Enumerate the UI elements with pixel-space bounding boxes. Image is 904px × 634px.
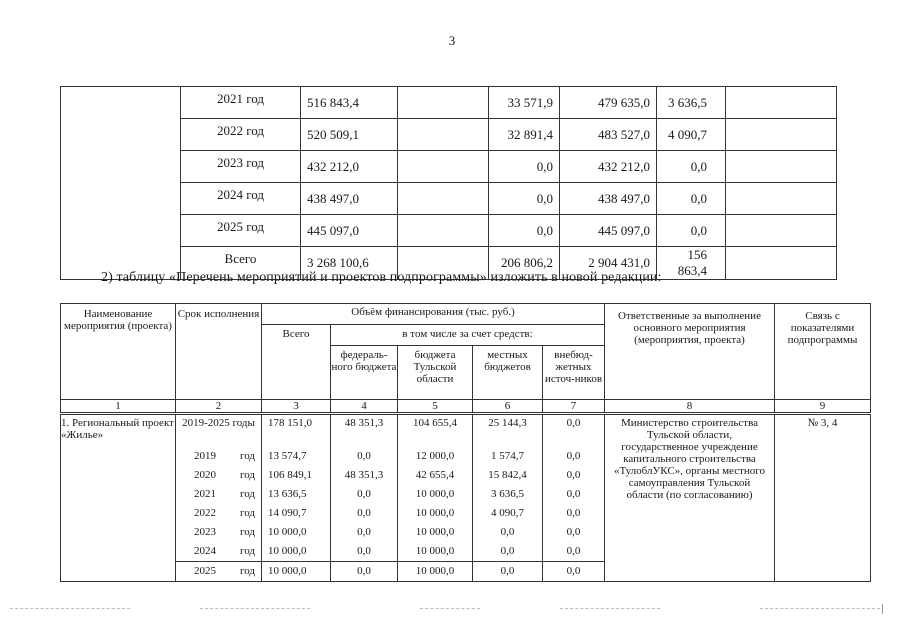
summary-reg: 479 635,0 <box>560 87 657 119</box>
year-value: 2022 <box>194 507 216 519</box>
header-regional: бюджета Тульской области <box>398 346 473 400</box>
funding-fed: 0,0 <box>357 507 371 519</box>
page-number: 3 <box>448 33 456 48</box>
summary-total: 438 497,0 <box>301 183 398 215</box>
summary-loc: 0,0 <box>657 151 726 183</box>
summary-empty <box>61 215 181 247</box>
year-entry <box>176 466 261 485</box>
summary-extra <box>726 119 837 151</box>
summary-extra <box>726 247 837 280</box>
summary-extra <box>726 87 837 119</box>
funding-loc: 0,0 <box>473 561 542 581</box>
summary-blank <box>398 151 489 183</box>
link-text: № 3, 4 <box>775 414 871 582</box>
summary-year: 2024 год <box>181 183 301 215</box>
summary-reg: 483 527,0 <box>560 119 657 151</box>
scan-dash-3 <box>420 608 480 609</box>
summary-fed: 0,0 <box>489 151 560 183</box>
term-cell <box>176 414 262 582</box>
funding-loc: 15 842,4 <box>488 469 527 481</box>
funding-fed: 48 351,3 <box>344 469 384 481</box>
summary-row <box>61 87 837 119</box>
funding-reg: 10 000,0 <box>415 507 455 519</box>
scan-dash-4 <box>560 608 660 609</box>
summary-empty <box>61 119 181 151</box>
summary-total: 516 843,4 <box>301 87 398 119</box>
funding-loc: 0,0 <box>500 545 515 557</box>
summary-year: 2022 год <box>181 119 301 151</box>
header-link: Связь с показателями подпрограммы <box>775 304 871 400</box>
funding-total: 14 090,7 <box>268 507 307 519</box>
summary-fed: 0,0 <box>489 215 560 247</box>
summary-fed: 206 806,2 <box>489 247 560 280</box>
year-entry <box>176 523 261 542</box>
summary-row <box>61 183 837 215</box>
funding-reg: 10 000,0 <box>398 561 472 581</box>
summary-loc: 156 863,4 <box>657 247 726 280</box>
summary-fed: 0,0 <box>489 183 560 215</box>
funding-fed: 0,0 <box>357 450 371 462</box>
local-cell <box>473 414 543 582</box>
scan-dash-2 <box>200 608 310 609</box>
funding-fed: 0,0 <box>357 488 371 500</box>
summary-reg: 2 904 431,0 <box>560 247 657 280</box>
summary-blank <box>398 215 489 247</box>
summary-empty <box>61 151 181 183</box>
year-entry <box>176 447 261 466</box>
header-responsible: Ответственные за выполнение основного мероприятия (мероприятия, проекта) <box>605 304 775 400</box>
header-term: Срок исполнения <box>176 304 262 400</box>
year-suffix: год <box>239 565 255 577</box>
summary-year: 2023 год <box>181 151 301 183</box>
header-federal: федераль-ного бюджета <box>331 346 398 400</box>
funding-extra: 0,0 <box>543 561 604 581</box>
summary-row <box>61 151 837 183</box>
summary-blank <box>398 119 489 151</box>
summary-reg: 445 097,0 <box>560 215 657 247</box>
extra-cell <box>543 414 605 582</box>
year-value: 2019 <box>194 450 216 462</box>
scan-mark <box>882 604 883 614</box>
funding-loc: 3 636,5 <box>491 488 524 500</box>
funding-extra: 0,0 <box>566 488 581 500</box>
column-number: 5 <box>398 400 473 414</box>
summary-total: 3 268 100,6 <box>301 247 398 280</box>
year-suffix: год <box>239 507 255 519</box>
regional-cell <box>398 414 473 582</box>
period-label: 2019-2025 годы <box>182 417 255 429</box>
instruction-text: 2) таблицу «Перечень мероприятий и проектов подпрограммы» изложить в новой редакции: <box>101 270 662 285</box>
funding-total: 10 000,0 <box>262 561 330 581</box>
summary-blank <box>398 87 489 119</box>
funding-reg: 10 000,0 <box>415 488 455 500</box>
column-number: 4 <box>331 400 398 414</box>
responsible-text: Министерство строительства Тульской области, государственное учреждение капитального строительства «ТулоблУКС», органы местного самоуправления Тульской области (по согласованию) <box>605 414 775 582</box>
funding-reg: 104 655,4 <box>413 417 457 429</box>
funding-extra: 0,0 <box>566 469 581 481</box>
header-total: Всего <box>262 325 331 400</box>
header-extra: внебюд-жетных источ-ников <box>543 346 605 400</box>
funding-total: 13 574,7 <box>268 450 307 462</box>
year-value: 2023 <box>194 526 216 538</box>
year-suffix: год <box>239 450 255 462</box>
scan-dash-5 <box>760 608 880 609</box>
funding-reg: 10 000,0 <box>415 526 455 538</box>
header-local: местных бюджетов <box>473 346 543 400</box>
funding-total: 10 000,0 <box>268 526 307 538</box>
funding-extra: 0,0 <box>566 450 581 462</box>
total-cell <box>262 414 331 582</box>
funding-fed: 0,0 <box>357 545 371 557</box>
column-number: 6 <box>473 400 543 414</box>
year-entry <box>176 485 261 504</box>
funding-total: 106 849,1 <box>268 469 312 481</box>
summary-fed: 32 891,4 <box>489 119 560 151</box>
year-suffix: год <box>239 526 255 538</box>
column-number: 3 <box>262 400 331 414</box>
year-entry <box>176 504 261 523</box>
funding-loc: 1 574,7 <box>491 450 524 462</box>
year-value: 2020 <box>194 469 216 481</box>
summary-row <box>61 215 837 247</box>
summary-blank <box>398 183 489 215</box>
year-value: 2021 <box>194 488 216 500</box>
summary-total: 445 097,0 <box>301 215 398 247</box>
summary-year: 2025 год <box>181 215 301 247</box>
summary-reg: 438 497,0 <box>560 183 657 215</box>
summary-reg: 432 212,0 <box>560 151 657 183</box>
funding-fed: 48 351,3 <box>344 417 384 429</box>
column-number: 1 <box>61 400 176 414</box>
column-number: 8 <box>605 400 775 414</box>
measures-table <box>60 303 871 582</box>
funding-total: 178 151,0 <box>268 417 312 429</box>
year-entry <box>176 561 261 581</box>
year-entry <box>176 542 261 561</box>
summary-year: Всего <box>181 247 301 280</box>
year-value: 2024 <box>194 545 216 557</box>
federal-cell <box>331 414 398 582</box>
summary-extra <box>726 151 837 183</box>
summary-fed: 33 571,9 <box>489 87 560 119</box>
summary-total: 520 509,1 <box>301 119 398 151</box>
funding-fed: 0,0 <box>331 561 397 581</box>
project-name: 1. Региональный проект «Жилье» <box>61 414 176 582</box>
funding-reg: 12 000,0 <box>415 450 455 462</box>
year-suffix: год <box>239 545 255 557</box>
summary-row <box>61 119 837 151</box>
year-value: 2025 <box>194 565 216 577</box>
column-number: 2 <box>176 400 262 414</box>
funding-extra: 0,0 <box>566 526 581 538</box>
funding-extra: 0,0 <box>566 417 581 429</box>
summary-empty <box>61 183 181 215</box>
funding-summary-table <box>60 86 837 280</box>
summary-year: 2021 год <box>181 87 301 119</box>
summary-extra <box>726 215 837 247</box>
column-number: 9 <box>775 400 871 414</box>
funding-fed: 0,0 <box>357 526 371 538</box>
funding-reg: 42 655,4 <box>415 469 455 481</box>
year-suffix: год <box>239 469 255 481</box>
column-number: 7 <box>543 400 605 414</box>
summary-extra <box>726 183 837 215</box>
header-name: Наименование мероприятия (проекта) <box>61 304 176 400</box>
summary-loc: 4 090,7 <box>657 119 726 151</box>
header-including: в том числе за счет средств: <box>331 325 605 346</box>
funding-total: 10 000,0 <box>268 545 307 557</box>
year-suffix: год <box>239 488 255 500</box>
funding-reg: 10 000,0 <box>415 545 455 557</box>
funding-loc: 25 144,3 <box>488 417 527 429</box>
summary-total: 432 212,0 <box>301 151 398 183</box>
summary-loc: 0,0 <box>657 183 726 215</box>
header-funding: Объём финансирования (тыс. руб.) <box>262 304 605 325</box>
funding-extra: 0,0 <box>566 545 581 557</box>
summary-empty <box>61 87 181 119</box>
funding-loc: 4 090,7 <box>491 507 524 519</box>
summary-loc: 0,0 <box>657 215 726 247</box>
funding-extra: 0,0 <box>566 507 581 519</box>
funding-total: 13 636,5 <box>268 488 307 500</box>
summary-loc: 3 636,5 <box>657 87 726 119</box>
funding-loc: 0,0 <box>500 526 515 538</box>
scan-dash-1 <box>10 608 130 609</box>
